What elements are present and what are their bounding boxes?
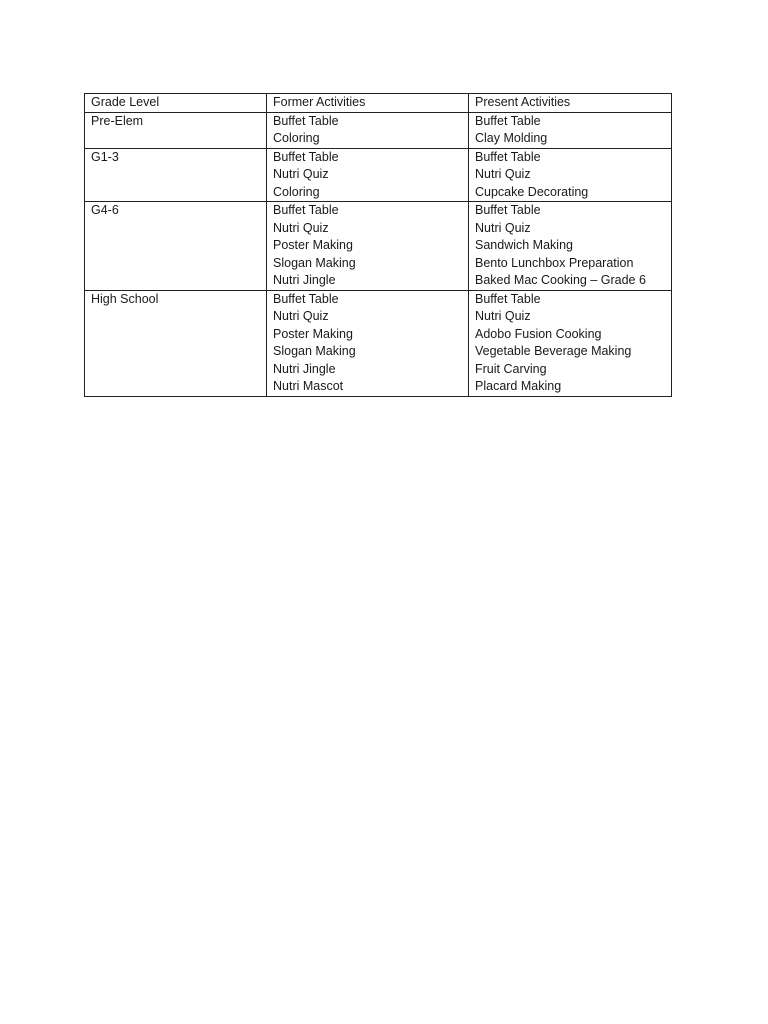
- former-activity: Nutri Mascot: [273, 379, 344, 393]
- former-activity: Coloring: [273, 131, 320, 145]
- grade-label: G4-6: [91, 203, 119, 217]
- present-activities-cell: [469, 148, 672, 202]
- former-activity: Buffet Table: [273, 291, 339, 306]
- table-header-row: [85, 94, 672, 113]
- present-activities-cell: [469, 202, 672, 291]
- present-activity: Adobo Fusion Cooking: [475, 326, 602, 341]
- former-activity: Nutri Quiz: [273, 220, 329, 235]
- present-activity: Cupcake Decorating: [475, 184, 589, 199]
- former-activity: Slogan Making: [273, 255, 356, 270]
- present-activity: Vegetable Beverage Making: [475, 344, 632, 358]
- former-activity: Buffet Table: [273, 113, 339, 128]
- former-activities-cell: [267, 148, 469, 202]
- present-activity: Baked Mac Cooking – Grade 6: [475, 273, 646, 287]
- former-activity: Nutri Jingle: [273, 361, 336, 376]
- grade-cell: [85, 148, 267, 202]
- former-activity: Poster Making: [273, 326, 353, 341]
- header-grade-level: Grade Level: [85, 94, 267, 113]
- activities-table: [84, 93, 672, 397]
- present-activities-cell: [469, 290, 672, 396]
- present-activity: Sandwich Making: [475, 238, 573, 252]
- former-activities-cell: [267, 112, 469, 148]
- present-activity: Buffet Table: [475, 149, 541, 164]
- table-row: [85, 112, 672, 148]
- present-activity: Clay Molding: [475, 131, 548, 145]
- former-activity: Buffet Table: [273, 149, 339, 164]
- former-activities-cell: [267, 202, 469, 291]
- former-activities-cell: [267, 290, 469, 396]
- former-activity: Slogan Making: [273, 344, 356, 358]
- former-activity: Nutri Jingle: [273, 273, 336, 287]
- table-row: [85, 202, 672, 291]
- former-activity: Coloring: [273, 184, 320, 199]
- grade-label: Pre-Elem: [91, 113, 144, 128]
- present-activity: Buffet Table: [475, 203, 541, 217]
- table-row: [85, 148, 672, 202]
- present-activity: Nutri Quiz: [475, 167, 531, 181]
- present-activity: Fruit Carving: [475, 361, 547, 376]
- header-present-activities: Present Activities: [469, 94, 672, 113]
- present-activity: Bento Lunchbox Preparation: [475, 255, 634, 270]
- present-activity: Nutri Quiz: [475, 220, 531, 235]
- present-activity: Placard Making: [475, 379, 562, 393]
- grade-label: High School: [91, 291, 159, 306]
- table-row: [85, 290, 672, 396]
- former-activity: Nutri Quiz: [273, 309, 329, 323]
- former-activity: Poster Making: [273, 238, 353, 252]
- header-former-activities: Former Activities: [267, 94, 469, 113]
- grade-cell: [85, 202, 267, 291]
- former-activity: Nutri Quiz: [273, 167, 329, 181]
- grade-label: G1-3: [91, 149, 119, 164]
- grade-cell: [85, 112, 267, 148]
- former-activity: Buffet Table: [273, 203, 339, 217]
- present-activities-cell: [469, 112, 672, 148]
- grade-cell: [85, 290, 267, 396]
- present-activity: Buffet Table: [475, 113, 541, 128]
- present-activity: Buffet Table: [475, 291, 541, 306]
- present-activity: Nutri Quiz: [475, 309, 531, 323]
